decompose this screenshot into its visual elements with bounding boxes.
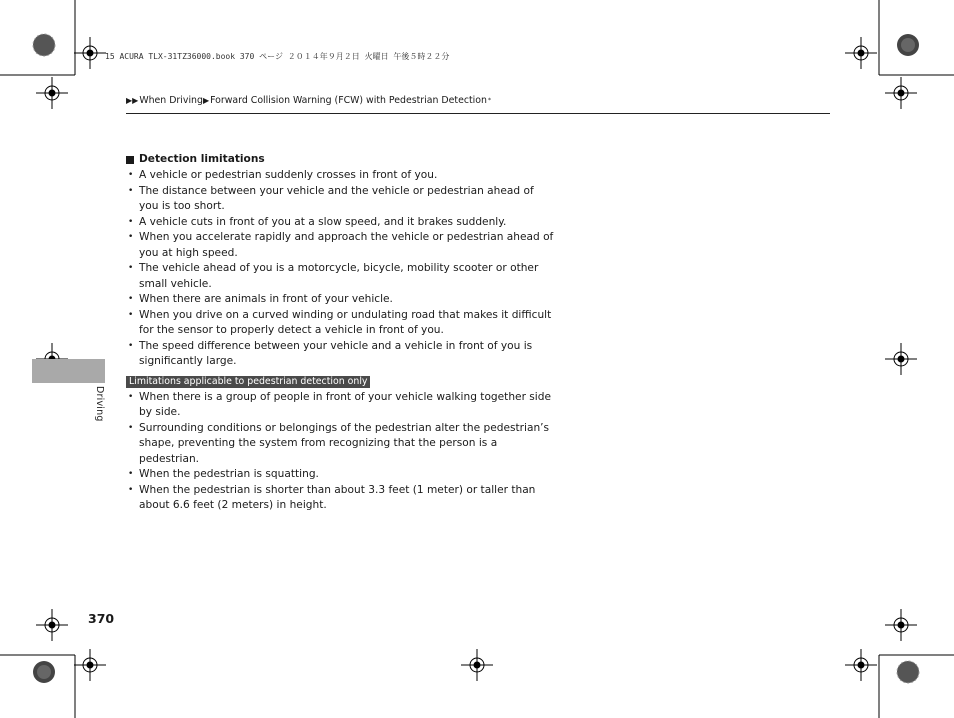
chapter-tab	[32, 359, 105, 383]
chapter-tab-label: Driving	[94, 386, 105, 422]
printer-info-line: 15 ACURA TLX-31TZ36000.book 370 ページ ２０１４年９月２日 火曜日 午後５時２２分	[105, 52, 450, 61]
section-heading-text: Detection limitations	[139, 153, 265, 166]
bullet-icon: •	[128, 340, 134, 351]
bullet-icon: •	[128, 185, 134, 196]
main-content	[126, 152, 556, 514]
bullet-icon: •	[128, 170, 134, 180]
list-item	[126, 467, 556, 483]
list-item	[126, 230, 556, 261]
bullet-icon: •	[128, 391, 134, 402]
list-item	[126, 339, 556, 370]
bullet-icon: •	[128, 216, 134, 227]
breadcrumb	[126, 93, 491, 107]
bullet-icon: •	[128, 469, 134, 479]
list-item	[126, 184, 556, 215]
list-item	[126, 308, 556, 339]
list-item-text: When you drive on a curved winding or undulating road that makes it difficult for the sensor to properly detect a vehicle in front of you.	[139, 308, 552, 336]
bullet-icon: •	[128, 263, 134, 273]
list-item	[126, 168, 556, 184]
list-item	[126, 261, 556, 292]
bullet-icon: •	[128, 294, 134, 304]
list-item-text: The distance between your vehicle and the vehicle or pedestrian ahead of you is too short.	[139, 184, 534, 212]
breadcrumb-fcw: Forward Collision Warning (FCW) with Pedestrian Detection	[210, 94, 487, 106]
list-item	[126, 421, 556, 468]
list-item-text: When the pedestrian is shorter than about 3.3 feet (1 meter) or taller than about 6.6 feet (2 meters) in height.	[139, 483, 536, 511]
bullet-icon: •	[128, 422, 134, 433]
list-item-text: When there is a group of people in front of your vehicle walking together side by side.	[139, 390, 551, 418]
list-item-text: When there are animals in front of your vehicle.	[139, 293, 393, 305]
bullet-icon: •	[128, 232, 134, 242]
breadcrumb-when-driving: When Driving	[139, 94, 203, 106]
list-item-text: The vehicle ahead of you is a motorcycle, bicycle, mobility scooter or other small vehicle.	[139, 262, 539, 290]
list-item-text: When you accelerate rapidly and approach the vehicle or pedestrian ahead of you at high speed.	[139, 231, 554, 259]
list-item-text: The speed difference between your vehicle and a vehicle in front of you is significantly large.	[139, 339, 533, 367]
bullet-icon: •	[128, 309, 134, 320]
list-item-text: When the pedestrian is squatting.	[139, 468, 319, 480]
list-item	[126, 292, 556, 308]
list-item	[126, 390, 556, 421]
breadcrumb-arrow-icon: ▶▶	[126, 95, 139, 105]
list-item-text: A vehicle or pedestrian suddenly crosses in front of you.	[139, 169, 438, 181]
subsection-heading: Limitations applicable to pedestrian detection only	[126, 376, 370, 388]
square-bullet-icon	[126, 156, 134, 164]
list-item-text: Surrounding conditions or belongings of the pedestrian alter the pedestrian’s shape, preventing the system from recognizing that the person is a pedestrian.	[139, 421, 550, 465]
list-item	[126, 483, 556, 514]
header-divider	[126, 113, 830, 114]
breadcrumb-separator-icon: ▶	[202, 95, 210, 105]
pedestrian-limitations-list	[126, 390, 556, 514]
section-heading	[126, 152, 556, 168]
list-item-text: A vehicle cuts in front of you at a slow speed, and it brakes suddenly.	[139, 215, 507, 228]
list-item	[126, 215, 556, 231]
page-number: 370	[88, 611, 115, 626]
bullet-icon: •	[128, 484, 134, 495]
breadcrumb-superscript: *	[487, 96, 491, 104]
detection-limitations-list	[126, 168, 556, 370]
